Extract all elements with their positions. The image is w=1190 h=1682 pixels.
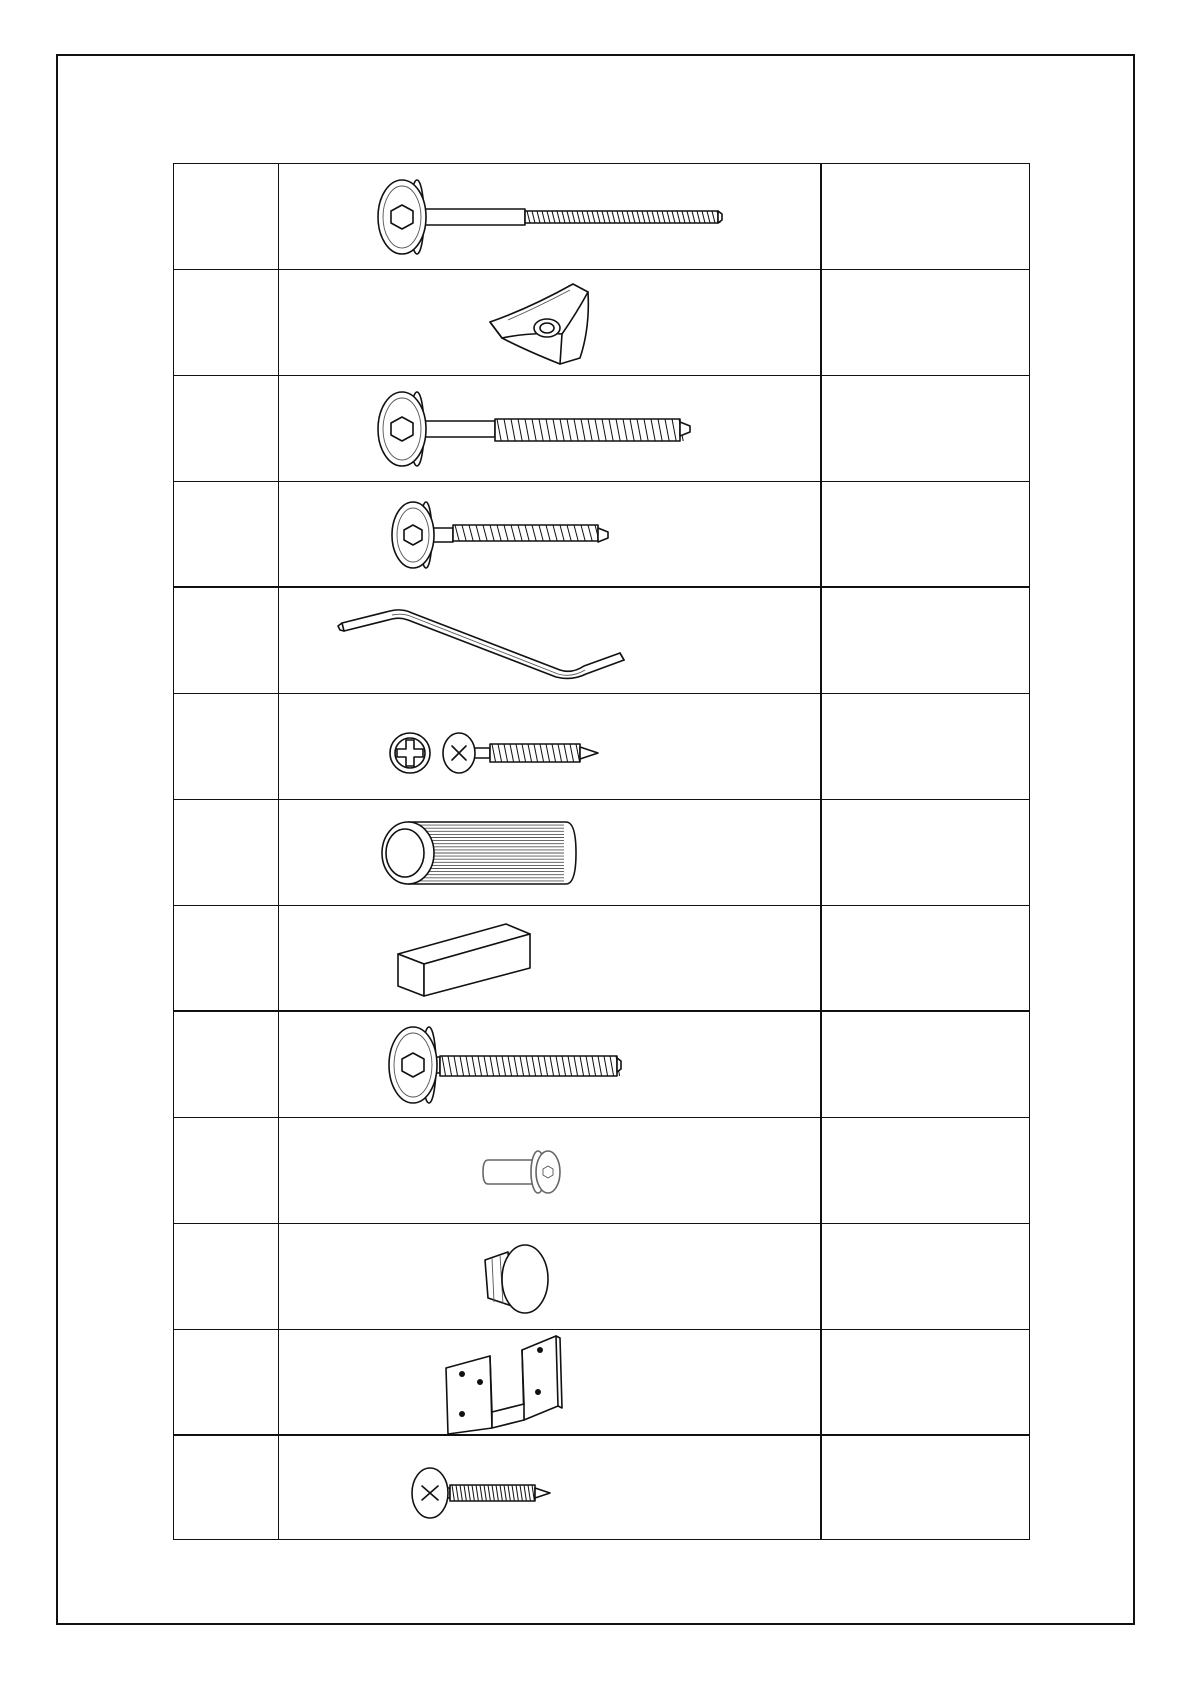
part-illustration [280,1330,820,1434]
phillips-screw-icon [280,694,820,800]
part-quantity [823,800,1029,905]
part-row [174,1012,1029,1118]
part-id [174,1436,278,1542]
medium-bolt-icon [280,1012,820,1118]
part-quantity [823,588,1029,693]
part-id [174,694,278,799]
small-phillips-screw-icon [280,1436,820,1542]
part-id [174,1118,278,1223]
part-illustration [280,1012,820,1117]
part-row [174,1330,1029,1436]
parts-table [173,163,1030,1540]
part-row [174,588,1029,694]
part-row [174,1118,1029,1224]
part-row [174,800,1029,906]
part-illustration [280,1224,820,1329]
part-id [174,1330,278,1434]
part-row [174,1436,1029,1542]
short-wood-screw-bolt-icon [280,482,820,588]
wooden-dowel-icon [280,800,820,906]
wooden-block-icon [280,906,820,1012]
part-quantity [823,482,1029,586]
part-illustration [280,1436,820,1542]
part-illustration [280,376,820,481]
part-id [174,588,278,693]
part-row [174,376,1029,482]
part-quantity [823,1012,1029,1117]
part-illustration [280,164,820,269]
part-row [174,270,1029,376]
part-quantity [823,1118,1029,1223]
part-id [174,1224,278,1329]
part-id [174,164,278,269]
part-quantity [823,694,1029,799]
part-illustration [280,270,820,375]
allen-key-icon [280,588,820,694]
part-illustration [280,1118,820,1223]
long-bolt-icon [280,164,820,270]
part-id [174,270,278,375]
part-row [174,906,1029,1012]
part-id [174,482,278,586]
part-illustration [280,482,820,586]
part-id [174,376,278,481]
barrel-nut-icon [280,1118,820,1224]
part-row [174,1224,1029,1330]
part-row [174,164,1029,270]
part-quantity [823,1436,1029,1542]
part-id [174,800,278,905]
cap-plug-icon [280,1224,820,1330]
curved-nut-icon [280,270,820,376]
part-row [174,694,1029,800]
u-bracket-icon [280,1330,820,1436]
part-quantity [823,906,1029,1010]
part-illustration [280,906,820,1010]
part-id [174,906,278,1010]
part-row [174,482,1029,588]
long-wood-screw-bolt-icon [280,376,820,482]
part-illustration [280,694,820,799]
part-quantity [823,376,1029,481]
part-illustration [280,800,820,905]
part-id [174,1012,278,1117]
part-illustration [280,588,820,693]
part-quantity [823,1330,1029,1434]
part-quantity [823,1224,1029,1329]
part-quantity [823,164,1029,269]
part-quantity [823,270,1029,375]
